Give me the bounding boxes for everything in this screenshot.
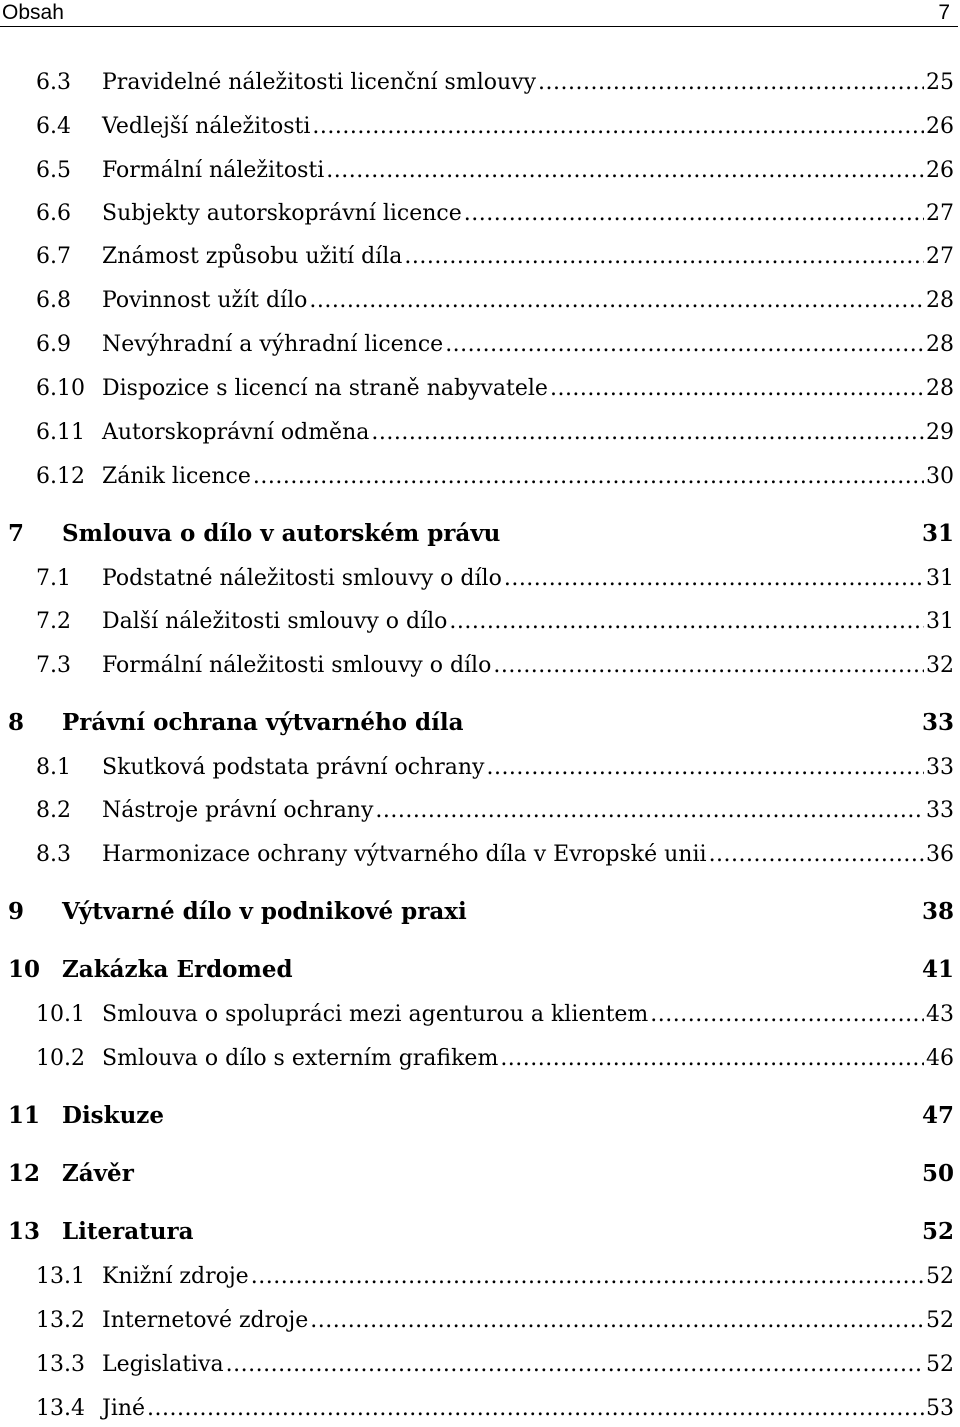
toc-entry-title: Podstatné náležitosti smlouvy o dílo bbox=[102, 566, 502, 591]
toc-entry-title: Smlouva o dílo v autorském právu bbox=[62, 520, 501, 547]
toc-entry-page: 36 bbox=[926, 842, 954, 867]
toc-entry-title: Nástroje právní ochrany bbox=[102, 798, 374, 823]
toc-chapter-entry[interactable] bbox=[0, 1102, 960, 1134]
toc-entry-title: Známost způsobu užití díla bbox=[102, 244, 403, 269]
page-header bbox=[0, 0, 958, 27]
toc-section-entry[interactable] bbox=[0, 376, 960, 406]
toc-entry-page: 33 bbox=[926, 798, 954, 823]
toc-dot-leader bbox=[486, 755, 924, 777]
toc-entry-number: 8.1 bbox=[36, 755, 71, 780]
toc-dot-leader bbox=[650, 1002, 924, 1024]
toc-entry-page: 33 bbox=[921, 709, 954, 736]
toc-entry-number: 6.12 bbox=[36, 464, 85, 489]
toc-entry-page: 52 bbox=[926, 1264, 954, 1289]
toc-entry-title: Další náležitosti smlouvy o dílo bbox=[102, 609, 448, 634]
toc-section-entry[interactable] bbox=[0, 332, 960, 362]
toc-entry-number: 6.8 bbox=[36, 288, 71, 313]
toc-entry-number: 10.1 bbox=[36, 1002, 85, 1027]
toc-entry-page: 38 bbox=[921, 898, 954, 925]
toc-chapter-entry[interactable] bbox=[0, 1160, 960, 1192]
toc-entry-title: Formální náležitosti smlouvy o dílo bbox=[102, 653, 492, 678]
toc-entry-number: 13.3 bbox=[36, 1352, 85, 1377]
toc-entry-title: Jiné bbox=[102, 1396, 146, 1421]
toc-entry-title: Výtvarné dílo v podnikové praxi bbox=[62, 898, 467, 925]
toc-entry-title: Smlouva o spolupráci mezi agenturou a klientem bbox=[102, 1002, 649, 1027]
toc-entry-title: Autorskoprávní odměna bbox=[102, 420, 370, 445]
toc-section-entry[interactable] bbox=[0, 464, 960, 494]
toc-entry-number: 6.10 bbox=[36, 376, 85, 401]
toc-chapter-entry[interactable] bbox=[0, 520, 960, 552]
toc-entry-page: 52 bbox=[921, 1218, 954, 1245]
toc-entry-title: Vedlejší náležitosti bbox=[102, 114, 311, 139]
toc-entry-page: 31 bbox=[921, 520, 954, 547]
toc-entry-number: 11 bbox=[8, 1102, 41, 1129]
toc-section-entry[interactable] bbox=[0, 201, 960, 231]
toc-entry-number: 6.6 bbox=[36, 201, 71, 226]
toc-entry-title: Diskuze bbox=[62, 1102, 164, 1129]
toc-dot-leader bbox=[538, 70, 924, 92]
toc-entry-number: 13.1 bbox=[36, 1264, 85, 1289]
toc-dot-leader bbox=[312, 114, 924, 136]
toc-entry-number: 6.3 bbox=[36, 70, 71, 95]
toc-entry-number: 7.3 bbox=[36, 653, 71, 678]
toc-entry-page: 27 bbox=[926, 244, 954, 269]
toc-dot-leader bbox=[226, 1352, 924, 1374]
toc-chapter-entry[interactable] bbox=[0, 956, 960, 988]
toc-entry-page: 31 bbox=[926, 566, 954, 591]
toc-entry-number: 8.3 bbox=[36, 842, 71, 867]
toc-entry-page: 52 bbox=[926, 1352, 954, 1377]
toc-entry-page: 52 bbox=[926, 1308, 954, 1333]
toc-dot-leader bbox=[550, 376, 924, 398]
toc-entry-number: 13 bbox=[8, 1218, 41, 1245]
toc-entry-title: Subjekty autorskoprávní licence bbox=[102, 201, 462, 226]
toc-entry-title: Nevýhradní a výhradní licence bbox=[102, 332, 444, 357]
toc-section-entry[interactable] bbox=[0, 1308, 960, 1338]
toc-entry-number: 6.7 bbox=[36, 244, 71, 269]
toc-dot-leader bbox=[147, 1396, 924, 1418]
toc-entry-title: Závěr bbox=[62, 1160, 134, 1187]
toc-section-entry[interactable] bbox=[0, 288, 960, 318]
toc-entry-page: 53 bbox=[926, 1396, 954, 1421]
toc-dot-leader bbox=[371, 420, 924, 442]
toc-entry-number: 6.9 bbox=[36, 332, 71, 357]
toc-entry-page: 43 bbox=[926, 1002, 954, 1027]
header-page-number: 7 bbox=[938, 1, 950, 24]
toc-entry-page: 26 bbox=[926, 158, 954, 183]
toc-entry-page: 41 bbox=[921, 956, 954, 983]
toc-dot-leader bbox=[464, 201, 924, 223]
toc-entry-page: 29 bbox=[926, 420, 954, 445]
toc-dot-leader bbox=[504, 566, 924, 588]
toc-entry-page: 47 bbox=[921, 1102, 954, 1129]
toc-entry-title: Internetové zdroje bbox=[102, 1308, 309, 1333]
toc-entry-number: 9 bbox=[8, 898, 25, 925]
toc-entry-page: 26 bbox=[926, 114, 954, 139]
toc-entry-page: 28 bbox=[926, 376, 954, 401]
toc-section-entry[interactable] bbox=[0, 755, 960, 785]
toc-entry-title: Pravidelné náležitosti licenční smlouvy bbox=[102, 70, 536, 95]
toc-entry-page: 32 bbox=[926, 653, 954, 678]
toc-entry-title: Literatura bbox=[62, 1218, 194, 1245]
toc-dot-leader bbox=[253, 464, 924, 486]
toc-dot-leader bbox=[493, 653, 924, 675]
toc-dot-leader bbox=[709, 842, 924, 864]
toc-entry-number: 7.2 bbox=[36, 609, 71, 634]
toc-chapter-entry[interactable] bbox=[0, 1218, 960, 1250]
toc-section-entry[interactable] bbox=[0, 653, 960, 683]
toc-entry-page: 25 bbox=[926, 70, 954, 95]
toc-dot-leader bbox=[500, 1046, 924, 1068]
toc-section-entry[interactable] bbox=[0, 70, 960, 100]
toc-entry-title: Legislativa bbox=[102, 1352, 224, 1377]
toc-section-entry[interactable] bbox=[0, 566, 960, 596]
toc-entry-page: 50 bbox=[921, 1160, 954, 1187]
toc-entry-title: Knižní zdroje bbox=[102, 1264, 249, 1289]
toc-section-entry[interactable] bbox=[0, 1046, 960, 1076]
toc-section-entry[interactable] bbox=[0, 420, 960, 450]
toc-entry-title: Povinnost užít dílo bbox=[102, 288, 308, 313]
toc-section-entry[interactable] bbox=[0, 842, 960, 872]
toc-dot-leader bbox=[449, 609, 924, 631]
toc-entry-number: 6.5 bbox=[36, 158, 71, 183]
toc-section-entry[interactable] bbox=[0, 1002, 960, 1032]
toc-dot-leader bbox=[375, 798, 924, 820]
header-section-title: Obsah bbox=[2, 1, 64, 24]
toc-entry-number: 13.2 bbox=[36, 1308, 85, 1333]
toc-dot-leader bbox=[326, 158, 924, 180]
toc-entry-number: 10.2 bbox=[36, 1046, 85, 1071]
toc-dot-leader bbox=[309, 288, 924, 310]
toc-entry-title: Harmonizace ochrany výtvarného díla v Evropské unii bbox=[102, 842, 707, 867]
toc-chapter-entry[interactable] bbox=[0, 709, 960, 741]
toc-dot-leader bbox=[404, 244, 924, 266]
toc-entry-title: Právní ochrana výtvarného díla bbox=[62, 709, 464, 736]
toc-entry-page: 31 bbox=[926, 609, 954, 634]
toc-section-entry[interactable] bbox=[0, 244, 960, 274]
toc-entry-number: 7.1 bbox=[36, 566, 71, 591]
toc-entry-title: Smlouva o dílo s externím grafikem bbox=[102, 1046, 499, 1071]
toc-section-entry[interactable] bbox=[0, 609, 960, 639]
toc-dot-leader bbox=[251, 1264, 924, 1286]
toc-entry-number: 6.4 bbox=[36, 114, 71, 139]
toc-entry-page: 46 bbox=[926, 1046, 954, 1071]
toc-entry-page: 28 bbox=[926, 332, 954, 357]
toc-entry-number: 7 bbox=[8, 520, 25, 547]
toc-entry-title: Skutková podstata právní ochrany bbox=[102, 755, 485, 780]
toc-entry-page: 28 bbox=[926, 288, 954, 313]
toc-entry-number: 8.2 bbox=[36, 798, 71, 823]
toc-chapter-entry[interactable] bbox=[0, 898, 960, 930]
toc-entry-page: 30 bbox=[926, 464, 954, 489]
toc-entry-title: Formální náležitosti bbox=[102, 158, 325, 183]
toc-section-entry[interactable] bbox=[0, 1352, 960, 1382]
toc-entry-title: Zakázka Erdomed bbox=[62, 956, 293, 983]
toc-section-entry[interactable] bbox=[0, 158, 960, 188]
toc-entry-number: 12 bbox=[8, 1160, 41, 1187]
toc-entry-page: 27 bbox=[926, 201, 954, 226]
toc-section-entry[interactable] bbox=[0, 1396, 960, 1426]
toc-entry-page: 33 bbox=[926, 755, 954, 780]
toc-dot-leader bbox=[445, 332, 924, 354]
toc-entry-number: 6.11 bbox=[36, 420, 85, 445]
toc-entry-number: 8 bbox=[8, 709, 25, 736]
toc-entry-title: Zánik licence bbox=[102, 464, 251, 489]
toc-entry-number: 10 bbox=[8, 956, 41, 983]
toc-section-entry[interactable] bbox=[0, 798, 960, 828]
toc-section-entry[interactable] bbox=[0, 114, 960, 144]
toc-entry-title: Dispozice s licencí na straně nabyvatele bbox=[102, 376, 548, 401]
toc-dot-leader bbox=[310, 1308, 924, 1330]
toc-entry-number: 13.4 bbox=[36, 1396, 85, 1421]
toc-section-entry[interactable] bbox=[0, 1264, 960, 1294]
